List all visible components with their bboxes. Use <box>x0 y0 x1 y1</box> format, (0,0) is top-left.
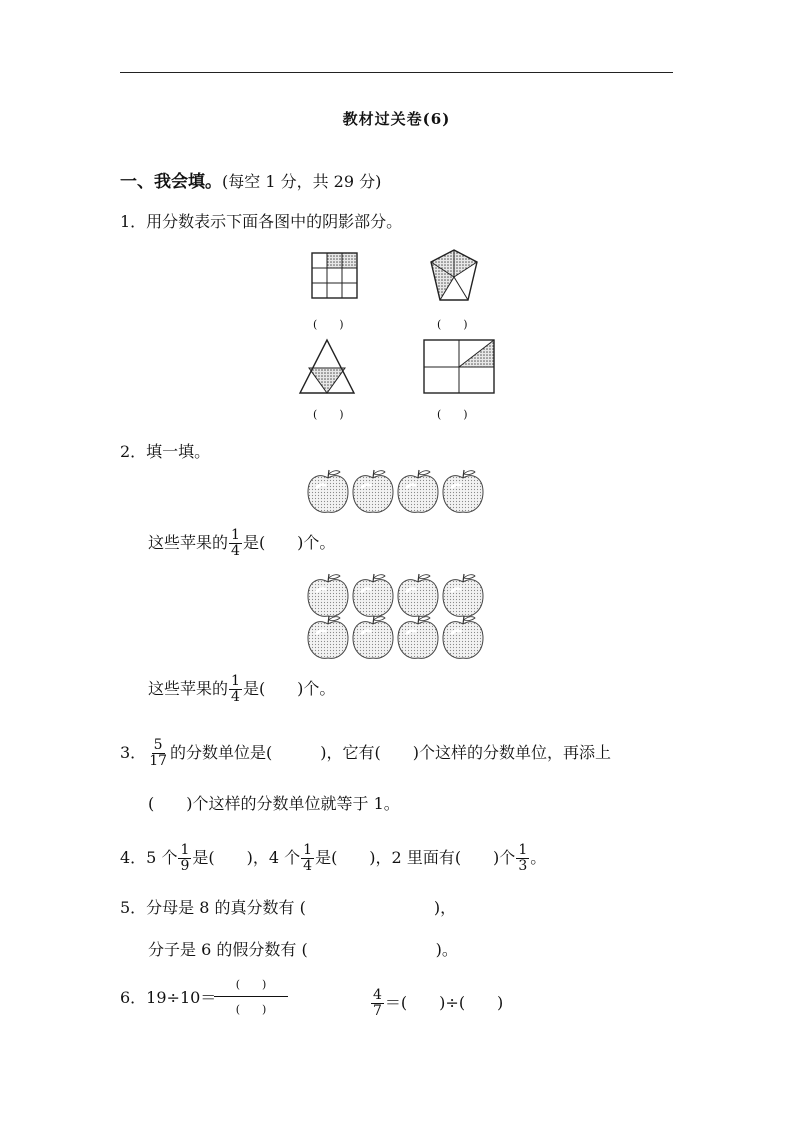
question-4-line <box>120 843 546 874</box>
fraction-numerator: 5 <box>153 737 163 753</box>
fraction-denominator: 4 <box>231 689 240 705</box>
fraction-5-17 <box>147 738 169 769</box>
apple-icon <box>308 574 348 616</box>
answer-blank-triangle[interactable]: ( ) <box>313 408 344 421</box>
section-1-heading: 一、我会填。 <box>120 172 222 192</box>
question-5-line-2[interactable]: 分子是 6 的假分数有 ( )。 <box>148 940 458 959</box>
q6-fraction-blank[interactable] <box>214 978 288 1017</box>
q6-denominator-blank[interactable]: ( ) <box>235 1003 267 1016</box>
q2a-prefix: 这些苹果的 <box>148 533 229 552</box>
figure-pentagon <box>431 250 477 300</box>
q6-right-rest[interactable]: ＝( )÷( ) <box>384 993 504 1012</box>
fraction-denominator: 17 <box>149 753 168 769</box>
fraction-4-7 <box>371 988 384 1019</box>
question-2-line-a <box>148 528 335 559</box>
apple-icon <box>308 470 348 512</box>
fraction-denominator: 4 <box>231 543 240 559</box>
figure-triangle <box>300 340 354 393</box>
apple-icon <box>443 574 483 616</box>
apple-icon <box>398 616 438 658</box>
q2b-suffix[interactable]: 是( )个。 <box>242 679 336 698</box>
question-1-text: 1．用分数表示下面各图中的阴影部分。 <box>120 212 403 231</box>
q4-part-4: 。 <box>530 848 547 867</box>
fraction-denominator: 4 <box>303 858 313 874</box>
q6-numerator-blank[interactable]: ( ) <box>214 978 288 997</box>
question-3-line-2[interactable]: ( )个这样的分数单位就等于 1。 <box>148 794 400 813</box>
apple-icon <box>353 616 393 658</box>
apples-group-8 <box>308 574 483 658</box>
page-title: 教材过关卷(6) <box>342 110 451 128</box>
fraction-1-9 <box>178 843 191 874</box>
fraction-numerator: 1 <box>180 842 190 858</box>
fraction-numerator: 1 <box>231 527 240 543</box>
apple-icon <box>353 470 393 512</box>
figure-rectangle <box>424 340 494 393</box>
apple-icon <box>443 470 483 512</box>
fraction-denominator: 3 <box>518 858 528 874</box>
question-2-line-b <box>148 674 335 705</box>
fraction-numerator: 1 <box>303 842 313 858</box>
answer-blank-grid[interactable]: ( ) <box>313 318 344 331</box>
fraction-one-quarter-a <box>229 528 242 559</box>
fraction-denominator: 9 <box>180 858 190 874</box>
fraction-1-3 <box>516 843 529 874</box>
q2a-suffix[interactable]: 是( )个。 <box>242 533 336 552</box>
answer-blank-rectangle[interactable]: ( ) <box>437 408 468 421</box>
question-6-right <box>370 988 503 1019</box>
apples-group-4 <box>308 470 483 512</box>
figure-grid-3x3 <box>312 253 357 298</box>
fraction-numerator: 1 <box>518 842 528 858</box>
fraction-1-4 <box>301 843 314 874</box>
q3-text-1[interactable]: 的分数单位是( )，它有( )个这样的分数单位，再添上 <box>170 743 611 762</box>
apple-icon <box>398 470 438 512</box>
fraction-denominator: 7 <box>373 1003 382 1019</box>
q4-part-1: 4．5 个 <box>120 848 178 867</box>
answer-blank-pentagon[interactable]: ( ) <box>437 318 468 331</box>
q6-left-label: 6．19÷10＝ <box>120 988 217 1007</box>
q3-number: 3． <box>120 743 147 762</box>
question-3-line-1 <box>120 738 611 769</box>
question-6-left <box>120 988 216 1008</box>
question-2-text: 2．填一填。 <box>120 442 211 461</box>
fraction-numerator: 4 <box>373 987 382 1003</box>
section-1-note: (每空 1 分，共 29 分) <box>222 172 382 191</box>
q2b-prefix: 这些苹果的 <box>148 679 229 698</box>
apple-icon <box>443 616 483 658</box>
apple-icon <box>398 574 438 616</box>
q4-part-3[interactable]: 是( )，2 里面有( )个 <box>315 848 516 867</box>
q4-part-2[interactable]: 是( )，4 个 <box>192 848 301 867</box>
apple-icon <box>308 616 348 658</box>
apple-icon <box>353 574 393 616</box>
fraction-numerator: 1 <box>231 673 240 689</box>
fraction-one-quarter-b <box>229 674 242 705</box>
question-5-line-1[interactable]: 5．分母是 8 的真分数有 ( )， <box>120 898 457 917</box>
